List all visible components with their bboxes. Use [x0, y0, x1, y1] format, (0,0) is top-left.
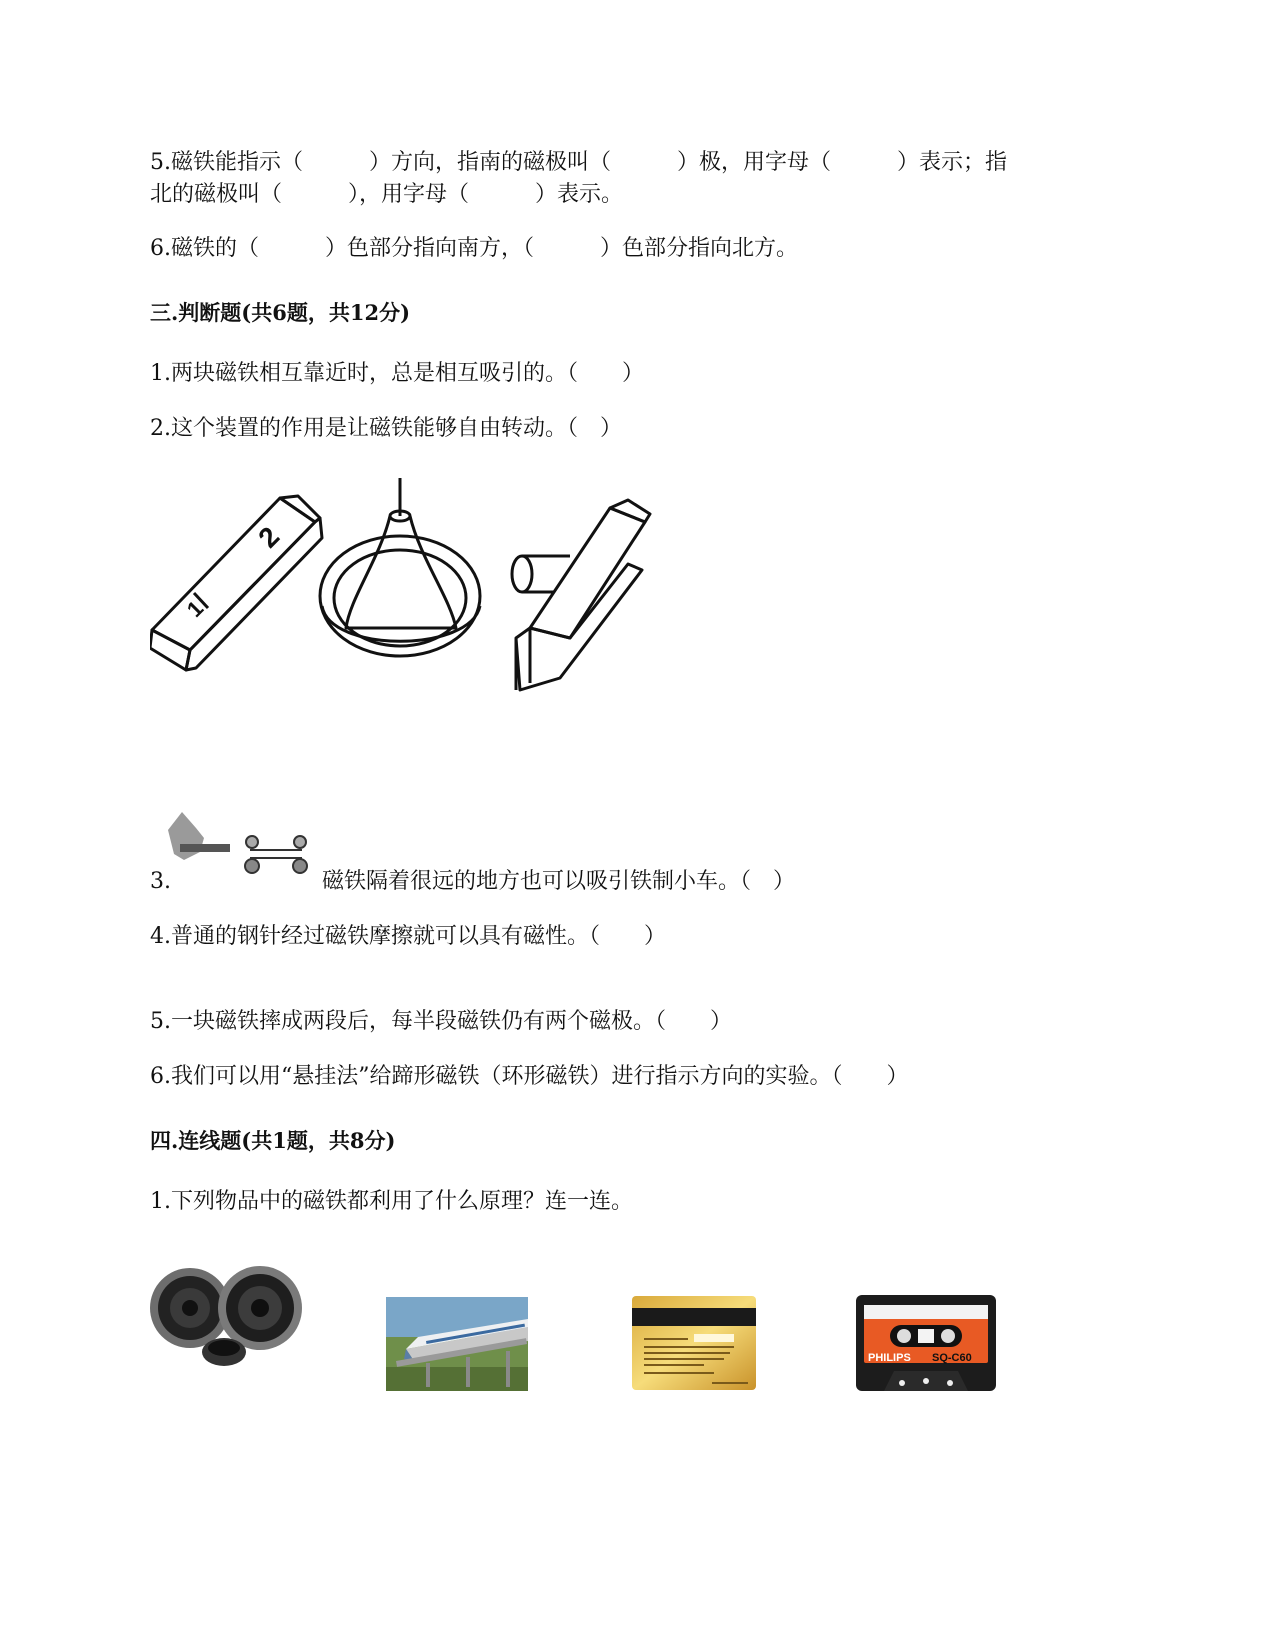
- speaker-icon: [148, 1256, 308, 1368]
- hand-magnet-icon: [168, 812, 230, 860]
- question-5-line-1: 5.磁铁能指示（ ）方向，指南的磁极叫（ ）极，用字母（ ）表示；指: [150, 150, 1007, 175]
- judge-question-6: 6.我们可以用“悬挂法”给蹄形磁铁（环形磁铁）进行指示方向的实验。（ ）: [150, 1064, 909, 1089]
- judge-question-3-number: 3.: [150, 869, 171, 894]
- magnet-car-figure: [164, 808, 314, 880]
- cassette-model: SQ-C60: [932, 1352, 972, 1364]
- u-holder-icon: [512, 500, 650, 690]
- maglev-train-icon: [386, 1297, 528, 1391]
- section-3-heading: 三.判断题(共6题，共12分): [150, 300, 411, 325]
- device-figure: [150, 478, 670, 718]
- device-figure-svg: [150, 478, 670, 718]
- judge-question-5: 5.一块磁铁摔成两段后，每半段磁铁仍有两个磁极。（ ）: [150, 1009, 732, 1034]
- magnet-car-svg: [164, 808, 314, 880]
- match-question-1: 1.下列物品中的磁铁都利用了什么原理？连一连。: [150, 1189, 633, 1214]
- cassette-brand: PHILIPS: [868, 1352, 911, 1364]
- section-4-heading: 四.连线题(共1题，共8分): [150, 1128, 396, 1153]
- bar-magnet-label-1: 1: [181, 595, 209, 623]
- pendant-stand-icon: [320, 478, 480, 656]
- judge-question-2: 2.这个装置的作用是让磁铁能够自由转动。（ ）: [150, 416, 622, 441]
- bar-magnet-label-2: 2: [252, 520, 286, 554]
- judge-question-4: 4.普通的钢针经过磁铁摩擦就可以具有磁性。（ ）: [150, 924, 666, 949]
- bar-magnet-icon: [150, 496, 322, 670]
- question-5-line-2: 北的磁极叫（ ），用字母（ ）表示。: [150, 182, 624, 207]
- toy-car-icon: [245, 836, 307, 873]
- cassette-tape-icon: [856, 1295, 996, 1391]
- magnetic-card-icon: [632, 1296, 756, 1390]
- question-6: 6.磁铁的（ ）色部分指向南方，（ ）色部分指向北方。: [150, 236, 798, 261]
- judge-question-3-text: 磁铁隔着很远的地方也可以吸引铁制小车。（ ）: [322, 869, 796, 894]
- judge-question-1: 1.两块磁铁相互靠近时，总是相互吸引的。（ ）: [150, 361, 644, 386]
